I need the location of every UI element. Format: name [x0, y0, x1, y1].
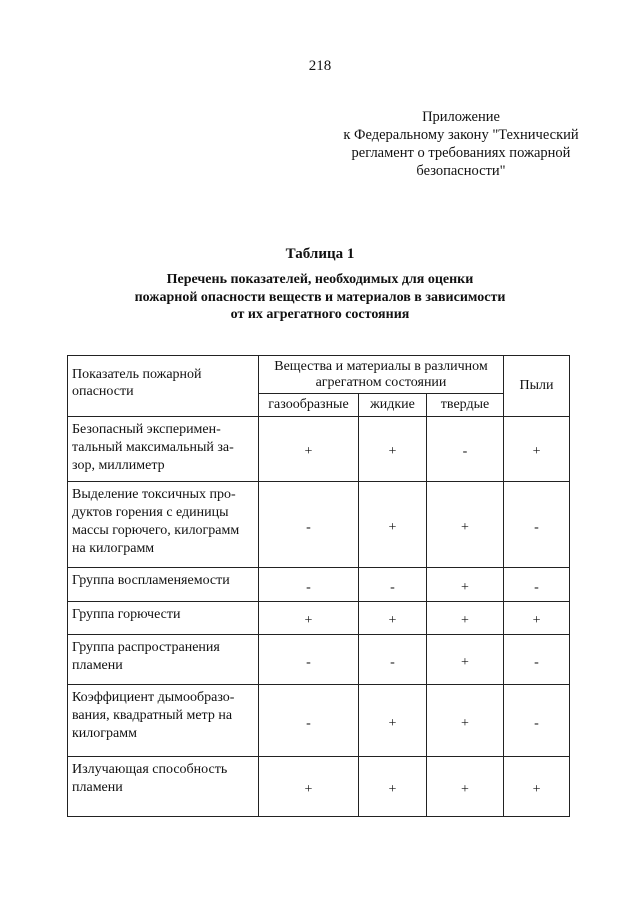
- indicator-name-line: вания, квадратный метр на: [72, 708, 233, 723]
- table-label: Таблица 1: [285, 246, 355, 262]
- table-row: [68, 482, 570, 568]
- value-liquid: +: [359, 685, 427, 757]
- indicator-name-line: дуктов горения с единицы: [72, 505, 229, 520]
- indicator-name: [68, 568, 259, 602]
- value-dust: -: [504, 635, 570, 685]
- value-gas: -: [259, 635, 359, 685]
- header-liquid: жидкие: [359, 394, 427, 417]
- indicator-name-line: Выделение токсичных про-: [72, 487, 236, 502]
- appendix-line: безопасности": [416, 163, 506, 179]
- value-gas: -: [259, 482, 359, 568]
- indicators-table: [67, 355, 570, 817]
- indicator-name: [68, 757, 259, 817]
- indicator-name-line: на килограмм: [72, 541, 155, 556]
- value-solid: +: [427, 635, 504, 685]
- value-solid: +: [427, 685, 504, 757]
- value-gas: +: [259, 757, 359, 817]
- indicator-name-line: тальный максимальный за-: [72, 440, 234, 455]
- value-dust: -: [504, 685, 570, 757]
- indicator-name-line: Коэффициент дымообразо-: [72, 690, 235, 705]
- header-indicator: Показатель пожарной опасности: [68, 356, 259, 417]
- indicator-name: [68, 482, 259, 568]
- value-gas: -: [259, 685, 359, 757]
- indicator-name: [68, 417, 259, 482]
- header-dust: Пыли: [504, 356, 570, 417]
- appendix-line: Приложение: [422, 109, 500, 125]
- value-gas: +: [259, 602, 359, 635]
- table-title-line: от их агрегатного состояния: [230, 307, 410, 322]
- table-row: [68, 635, 570, 685]
- value-solid: +: [427, 568, 504, 602]
- indicator-name-line: пламени: [72, 658, 123, 673]
- value-liquid: +: [359, 417, 427, 482]
- header-gas: газообразные: [259, 394, 359, 417]
- table-title: [0, 271, 640, 324]
- value-liquid: -: [359, 635, 427, 685]
- header-aggregate-line: Вещества и материалы в различном: [274, 359, 488, 374]
- value-liquid: -: [359, 568, 427, 602]
- value-dust: -: [504, 482, 570, 568]
- value-solid: +: [427, 757, 504, 817]
- appendix-line: регламент о требованиях пожарной: [351, 145, 571, 161]
- indicator-name-line: килограмм: [72, 726, 137, 741]
- value-gas: +: [259, 417, 359, 482]
- value-dust: +: [504, 602, 570, 635]
- value-solid: +: [427, 602, 504, 635]
- appendix-heading: [330, 108, 592, 180]
- appendix-line: к Федеральному закону "Технический: [343, 127, 579, 143]
- value-dust: +: [504, 757, 570, 817]
- table-body: [68, 417, 570, 817]
- header-solid: твердые: [427, 394, 504, 417]
- indicator-name-line: пламени: [72, 780, 123, 795]
- indicator-name-line: массы горючего, килограмм: [72, 523, 240, 538]
- value-liquid: +: [359, 482, 427, 568]
- indicator-name: [68, 602, 259, 635]
- value-dust: -: [504, 568, 570, 602]
- indicator-name-line: Группа воспламеняемости: [72, 573, 230, 588]
- value-dust: +: [504, 417, 570, 482]
- table-title-line: пожарной опасности веществ и материалов в зависимости: [134, 289, 506, 305]
- indicator-name-line: Безопасный эксперимен-: [72, 422, 221, 437]
- table-row: [68, 685, 570, 757]
- value-gas: -: [259, 568, 359, 602]
- table-row: [68, 568, 570, 602]
- value-liquid: +: [359, 757, 427, 817]
- page-number: 218: [308, 58, 332, 74]
- table-title-line: Перечень показателей, необходимых для оценки: [166, 272, 474, 287]
- value-solid: -: [427, 417, 504, 482]
- indicator-name-line: зор, миллиметр: [72, 458, 165, 473]
- indicator-name-line: Группа распространения: [72, 640, 220, 655]
- header-aggregate-state: [259, 356, 504, 394]
- indicator-name: [68, 685, 259, 757]
- indicator-name-line: Группа горючести: [72, 607, 181, 622]
- table-row: [68, 417, 570, 482]
- indicator-name: [68, 635, 259, 685]
- header-aggregate-line: агрегатном состоянии: [315, 375, 447, 390]
- value-liquid: +: [359, 602, 427, 635]
- indicator-name-line: Излучающая способность: [72, 762, 228, 777]
- table-row: [68, 757, 570, 817]
- value-solid: +: [427, 482, 504, 568]
- table-row: [68, 602, 570, 635]
